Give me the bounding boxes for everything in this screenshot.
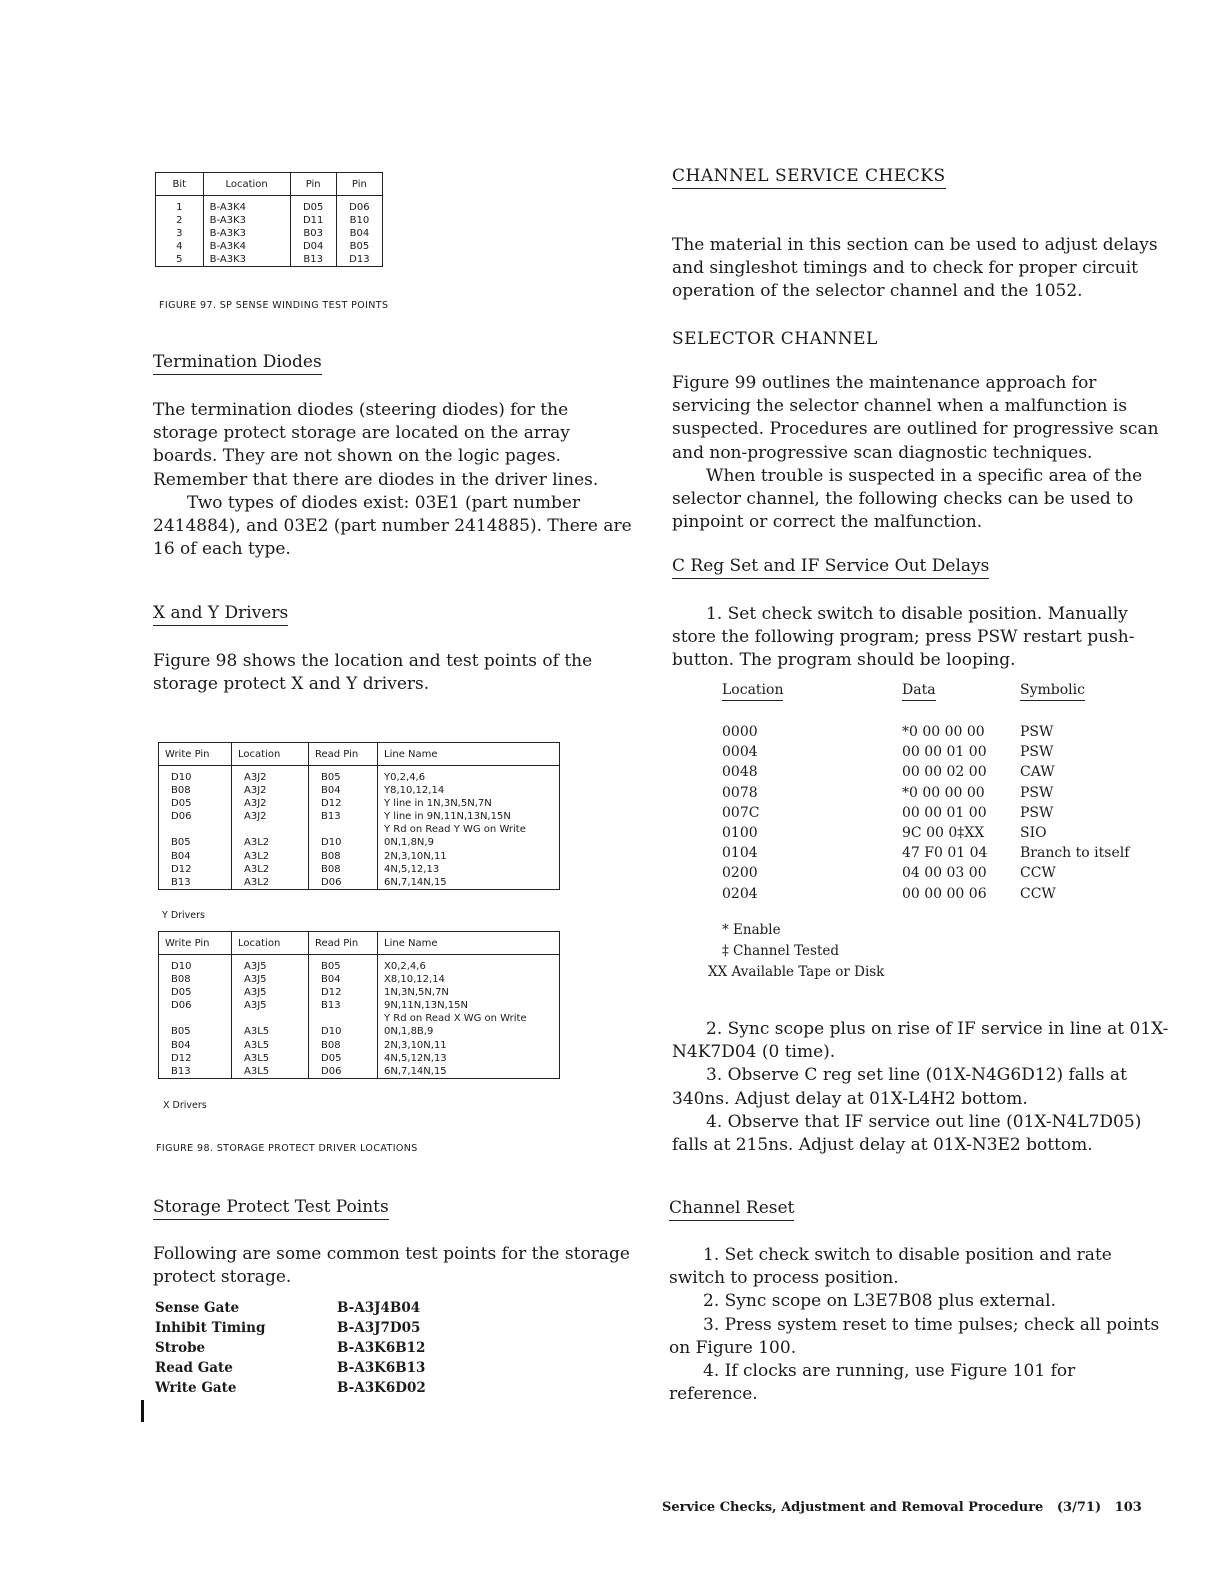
fig98-cell: A3J2 xyxy=(232,766,309,785)
reset-heading: Channel Reset xyxy=(669,1198,794,1221)
fig98-cell: 2N,3,10N,11 xyxy=(378,1039,560,1052)
fig98-cell: D06 xyxy=(309,1065,378,1079)
program-row xyxy=(722,783,1142,803)
table-row xyxy=(156,214,383,227)
table-row xyxy=(159,836,560,849)
fig97-cell: D05 xyxy=(290,196,336,215)
fig98-x-header-location: Location xyxy=(232,932,309,955)
csc-section xyxy=(672,166,1172,189)
fig98-cell: D05 xyxy=(159,986,232,999)
program-cell: 00 00 02 00 xyxy=(902,764,987,781)
fig98-cell: B05 xyxy=(159,1025,232,1038)
sptp-body xyxy=(153,1243,633,1289)
selector-body xyxy=(672,372,1172,534)
test-point-row xyxy=(155,1298,635,1318)
sptp-paragraph: Following are some common test points for the storage protect storage. xyxy=(153,1244,630,1288)
test-point-row xyxy=(155,1378,635,1398)
fig97-cell: D11 xyxy=(290,214,336,227)
fig98-y-header-write-pin: Write Pin xyxy=(159,743,232,766)
fig98-cell: 6N,7,14N,15 xyxy=(378,1065,560,1079)
fig97-cell: B05 xyxy=(336,240,382,253)
test-point-name: Sense Gate xyxy=(155,1300,240,1316)
fig98-cell: B04 xyxy=(309,973,378,986)
creg-step1 xyxy=(672,603,1172,673)
fig98-x-header-read-pin: Read Pin xyxy=(309,932,378,955)
fig98-cell: Y8,10,12,14 xyxy=(378,784,560,797)
table-row xyxy=(156,227,383,240)
fig98-cell: D06 xyxy=(159,810,232,823)
csc-heading: CHANNEL SERVICE CHECKS xyxy=(672,166,946,189)
fig97-cell: B-A3K3 xyxy=(203,253,290,267)
program-cell: 0100 xyxy=(722,825,758,842)
fig98-cell: B05 xyxy=(159,836,232,849)
fig98-cell: Y Rd on Read X WG on Write xyxy=(378,1012,560,1025)
fig97-cell: B-A3K3 xyxy=(203,214,290,227)
fig97-header-pin2: Pin xyxy=(336,173,382,196)
fig98-cell: D10 xyxy=(159,955,232,974)
xy-body xyxy=(153,650,633,696)
fig98-cell xyxy=(232,823,309,836)
program-cell: SIO xyxy=(1020,825,1047,842)
fig97-header-pin1: Pin xyxy=(290,173,336,196)
fig98-cell: 4N,5,12,13 xyxy=(378,863,560,876)
fig98-x-header-line-name: Line Name xyxy=(378,932,560,955)
program-cell: 04 00 03 00 xyxy=(902,865,987,882)
fig98-y-table xyxy=(158,742,560,890)
fig97-cell: B-A3K4 xyxy=(203,240,290,253)
program-rows xyxy=(722,722,1142,904)
fig98-cell: D10 xyxy=(309,836,378,849)
fig98-cell: A3L5 xyxy=(232,1039,309,1052)
fig98-cell: D05 xyxy=(159,797,232,810)
program-cell: CCW xyxy=(1020,885,1056,902)
creg-step-2: 2. Sync scope plus on rise of IF service in line at 01X-N4K7D04 (0 time). xyxy=(672,1019,1169,1063)
fig97-cell: 3 xyxy=(156,227,204,240)
fig98-cell: D12 xyxy=(159,863,232,876)
test-point-name: Write Gate xyxy=(155,1380,237,1396)
fig98-cell: D12 xyxy=(309,986,378,999)
program-cell: 0104 xyxy=(722,845,758,862)
reset-step-4: 4. If clocks are running, use Figure 101 for reference. xyxy=(669,1361,1076,1405)
fig98-cell xyxy=(232,1012,309,1025)
change-bar xyxy=(141,1400,144,1422)
fig98-cell: D06 xyxy=(309,876,378,890)
selector-paragraph-2: When trouble is suspected in a specific area of the selector channel, the following checks can be used to pinpoint or correct the malfunction. xyxy=(672,465,1143,533)
program-cell: 007C xyxy=(722,804,760,821)
program-cell: PSW xyxy=(1020,744,1054,761)
table-row xyxy=(159,1012,560,1025)
fig98-cell xyxy=(159,823,232,836)
fig97-cell: 2 xyxy=(156,214,204,227)
fig98-cell: 1N,3N,5N,7N xyxy=(378,986,560,999)
program-listing xyxy=(722,682,1142,904)
fig98-cell: A3J5 xyxy=(232,973,309,986)
fig98-cell xyxy=(159,1012,232,1025)
reset-section xyxy=(669,1198,1169,1221)
creg-steps xyxy=(672,1018,1172,1157)
program-cell: 47 F0 01 04 xyxy=(902,845,988,862)
creg-heading: C Reg Set and IF Service Out Delays xyxy=(672,556,989,579)
fig98-cell: B05 xyxy=(309,766,378,785)
program-cell: 0200 xyxy=(722,865,758,882)
program-cell: Branch to itself xyxy=(1020,845,1130,862)
sptp-heading: Storage Protect Test Points xyxy=(153,1197,389,1220)
program-cell: *0 00 00 00 xyxy=(902,784,985,801)
x-drivers-label: X Drivers xyxy=(163,1100,207,1111)
program-cell: PSW xyxy=(1020,724,1054,740)
footer-date: (3/71) xyxy=(1056,1500,1102,1515)
fig97-table xyxy=(155,172,383,267)
fig98-cell: A3J2 xyxy=(232,784,309,797)
table-row xyxy=(159,1052,560,1065)
program-row xyxy=(722,823,1142,843)
table-row xyxy=(156,240,383,253)
fig98-cell: B13 xyxy=(159,876,232,890)
program-row xyxy=(722,863,1142,883)
fig98-cell: D12 xyxy=(159,1052,232,1065)
fig98-cell: A3J5 xyxy=(232,986,309,999)
fig98-cell: D10 xyxy=(159,766,232,785)
fig97-caption: FIGURE 97. SP SENSE WINDING TEST POINTS xyxy=(159,300,389,311)
program-cell: 00 00 01 00 xyxy=(902,744,987,761)
table-row xyxy=(159,999,560,1012)
fig97-cell: 4 xyxy=(156,240,204,253)
test-point-name: Read Gate xyxy=(155,1360,233,1376)
fig98-cell: B08 xyxy=(309,863,378,876)
program-cell: 0048 xyxy=(722,764,758,781)
selector-paragraph-1: Figure 99 outlines the maintenance approach for servicing the selector channel when a malfunction is suspected. Procedures are outlined for progressive scan and non-progressive scan diagnostic techniques. xyxy=(672,373,1159,463)
table-row xyxy=(159,1025,560,1038)
fig98-cell: B04 xyxy=(309,784,378,797)
fig97-cell: B-A3K3 xyxy=(203,227,290,240)
fig98-cell: A3L2 xyxy=(232,863,309,876)
creg-step-1: 1. Set check switch to disable position. Manually store the following program; press PSW restart push-button. The program should be looping. xyxy=(672,604,1135,671)
creg-step-4: 4. Observe that IF service out line (01X-N4L7D05) falls at 215ns. Adjust delay at 01X-N3E2 bottom. xyxy=(672,1111,1142,1156)
program-cell: 0204 xyxy=(722,885,758,902)
page-footer xyxy=(662,1500,1142,1515)
test-point-value: B-A3J7D05 xyxy=(337,1320,421,1336)
table-row xyxy=(159,955,560,974)
program-cell: *0 00 00 00 xyxy=(902,724,985,740)
fig98-cell: B05 xyxy=(309,955,378,974)
fig98-cell: D12 xyxy=(309,797,378,810)
fig98-cell: A3J2 xyxy=(232,797,309,810)
reset-step-1: 1. Set check switch to disable position and rate switch to process position. xyxy=(669,1245,1112,1289)
fig98-cell: B13 xyxy=(309,810,378,823)
xy-paragraph: Figure 98 shows the location and test points of the storage protect X and Y drivers. xyxy=(153,651,593,695)
fig97-cell: D06 xyxy=(336,196,382,215)
fig98-cell: B04 xyxy=(159,1039,232,1052)
program-cell: 0004 xyxy=(722,744,758,761)
test-point-value: B-A3K6B12 xyxy=(337,1340,426,1356)
fig97-cell: B10 xyxy=(336,214,382,227)
program-header-data: Data xyxy=(902,682,936,701)
fig98-y-body xyxy=(159,766,560,890)
table-row xyxy=(159,973,560,986)
fig98-cell xyxy=(309,823,378,836)
program-row xyxy=(722,742,1142,762)
fig98-y-header-location: Location xyxy=(232,743,309,766)
fig98-cell: B13 xyxy=(159,1065,232,1079)
reset-steps xyxy=(669,1244,1169,1406)
test-point-name: Inhibit Timing xyxy=(155,1320,266,1336)
fig98-y-header-line-name: Line Name xyxy=(378,743,560,766)
table-row xyxy=(159,784,560,797)
fig98-cell: A3L2 xyxy=(232,876,309,890)
fig97-body xyxy=(156,196,383,267)
table-row xyxy=(159,797,560,810)
fig98-cell: 4N,5,12N,13 xyxy=(378,1052,560,1065)
fig98-cell: X0,2,4,6 xyxy=(378,955,560,974)
program-cell: CCW xyxy=(1020,865,1056,882)
y-drivers-label: Y Drivers xyxy=(162,910,206,921)
fig98-cell: A3L2 xyxy=(232,850,309,863)
table-row xyxy=(159,850,560,863)
program-cell: 0000 xyxy=(722,724,758,740)
sptp-list xyxy=(155,1298,635,1398)
table-row xyxy=(156,253,383,267)
table-row xyxy=(159,1065,560,1079)
fig97-cell: D13 xyxy=(336,253,382,267)
fig98-cell: Y line in 1N,3N,5N,7N xyxy=(378,797,560,810)
fig98-cell xyxy=(309,1012,378,1025)
program-cell: CAW xyxy=(1020,764,1055,781)
fig97-cell: 1 xyxy=(156,196,204,215)
table-row xyxy=(159,986,560,999)
program-row xyxy=(722,803,1142,823)
fig97-cell: D04 xyxy=(290,240,336,253)
fig98-cell: Y0,2,4,6 xyxy=(378,766,560,785)
fig98-cell: B08 xyxy=(159,973,232,986)
table-row xyxy=(159,823,560,836)
csc-paragraph: The material in this section can be used to adjust delays and singleshot timings and to check for proper circuit operation of the selector channel and the 1052. xyxy=(672,235,1158,302)
program-cell: 00 00 00 06 xyxy=(902,885,987,902)
fig97-cell: B13 xyxy=(290,253,336,267)
test-point-value: B-A3J4B04 xyxy=(337,1300,421,1316)
fig98-cell: D06 xyxy=(159,999,232,1012)
fig98-cell: B04 xyxy=(159,850,232,863)
program-cell: 00 00 01 00 xyxy=(902,804,987,821)
program-note-enable: * Enable xyxy=(722,922,781,938)
xy-section xyxy=(153,603,633,626)
test-point-name: Strobe xyxy=(155,1340,206,1356)
footer-text: Service Checks, Adjustment and Removal Procedure xyxy=(662,1500,1044,1515)
termination-heading: Termination Diodes xyxy=(153,352,322,375)
fig98-cell: D10 xyxy=(309,1025,378,1038)
fig98-x-body xyxy=(159,955,560,1079)
csc-body xyxy=(672,234,1172,304)
reset-step-3: 3. Press system reset to time pulses; check all points on Figure 100. xyxy=(669,1314,1160,1358)
fig98-cell: D05 xyxy=(309,1052,378,1065)
program-cell: PSW xyxy=(1020,784,1054,801)
test-point-value: B-A3K6D02 xyxy=(337,1380,426,1396)
sptp-section xyxy=(153,1197,633,1220)
fig98-cell: 6N,7,14N,15 xyxy=(378,876,560,890)
fig97-cell: B04 xyxy=(336,227,382,240)
fig98-caption: FIGURE 98. STORAGE PROTECT DRIVER LOCATIONS xyxy=(156,1143,418,1154)
program-note-xx: XX Available Tape or Disk xyxy=(708,964,885,980)
fig98-cell: A3J5 xyxy=(232,999,309,1012)
table-row xyxy=(159,876,560,890)
fig98-cell: X8,10,12,14 xyxy=(378,973,560,986)
fig97-cell: B-A3K4 xyxy=(203,196,290,215)
program-note-channel: ‡ Channel Tested xyxy=(722,943,840,959)
table-row xyxy=(159,863,560,876)
termination-paragraph-1: The termination diodes (steering diodes) for the storage protect storage are located on the array boards. They are not shown on the logic pages. Remember that there are diodes in the driver lines. xyxy=(153,400,599,490)
fig98-cell: A3L5 xyxy=(232,1065,309,1079)
test-point-row xyxy=(155,1318,635,1338)
fig97-header-location: Location xyxy=(203,173,290,196)
program-cell: PSW xyxy=(1020,804,1054,821)
reset-step-2: 2. Sync scope on L3E7B08 plus external. xyxy=(703,1291,1057,1312)
fig98-cell: A3J2 xyxy=(232,810,309,823)
test-point-row xyxy=(155,1358,635,1378)
program-row xyxy=(722,722,1142,742)
fig97-header-bit: Bit xyxy=(156,173,204,196)
fig98-cell: 2N,3,10N,11 xyxy=(378,850,560,863)
program-row xyxy=(722,843,1142,863)
fig98-cell: B08 xyxy=(309,850,378,863)
test-point-value: B-A3K6B13 xyxy=(337,1360,426,1376)
program-header-symbolic: Symbolic xyxy=(1020,682,1085,701)
fig97-cell: B03 xyxy=(290,227,336,240)
table-row xyxy=(156,196,383,215)
fig98-cell: A3L5 xyxy=(232,1052,309,1065)
termination-paragraph-2: Two types of diodes exist: 03E1 (part number 2414884), and 03E2 (part number 2414885). There are 16 of each type. xyxy=(153,492,632,560)
program-header-location: Location xyxy=(722,682,783,701)
fig98-cell: 9N,11N,13N,15N xyxy=(378,999,560,1012)
program-cell: 0078 xyxy=(722,784,758,801)
creg-section xyxy=(672,556,1172,579)
fig98-cell: 0N,1,8N,9 xyxy=(378,836,560,849)
page-number: 103 xyxy=(1114,1500,1142,1515)
table-row xyxy=(159,810,560,823)
fig98-cell: 0N,1,8B,9 xyxy=(378,1025,560,1038)
fig98-cell: B13 xyxy=(309,999,378,1012)
fig98-cell: A3L2 xyxy=(232,836,309,849)
test-point-row xyxy=(155,1338,635,1358)
fig98-cell: A3J5 xyxy=(232,955,309,974)
fig98-cell: A3L5 xyxy=(232,1025,309,1038)
program-cell: 9C 00 0‡XX xyxy=(902,825,985,842)
selector-section xyxy=(672,328,1172,351)
creg-step-3: 3. Observe C reg set line (01X-N4G6D12) falls at 340ns. Adjust delay at 01X-L4H2 bottom. xyxy=(672,1065,1127,1109)
fig98-cell: B08 xyxy=(159,784,232,797)
table-row xyxy=(159,1039,560,1052)
fig98-cell: Y Rd on Read Y WG on Write xyxy=(378,823,560,836)
termination-body xyxy=(153,399,633,561)
fig98-x-header-write-pin: Write Pin xyxy=(159,932,232,955)
fig98-cell: B08 xyxy=(309,1039,378,1052)
fig98-x-table xyxy=(158,931,560,1079)
xy-heading: X and Y Drivers xyxy=(153,603,288,626)
termination-section xyxy=(153,352,633,375)
table-row xyxy=(159,766,560,785)
program-row xyxy=(722,762,1142,782)
fig98-cell: Y line in 9N,11N,13N,15N xyxy=(378,810,560,823)
selector-heading: SELECTOR CHANNEL xyxy=(672,329,878,349)
fig97-cell: 5 xyxy=(156,253,204,267)
program-row xyxy=(722,884,1142,904)
fig98-y-header-read-pin: Read Pin xyxy=(309,743,378,766)
